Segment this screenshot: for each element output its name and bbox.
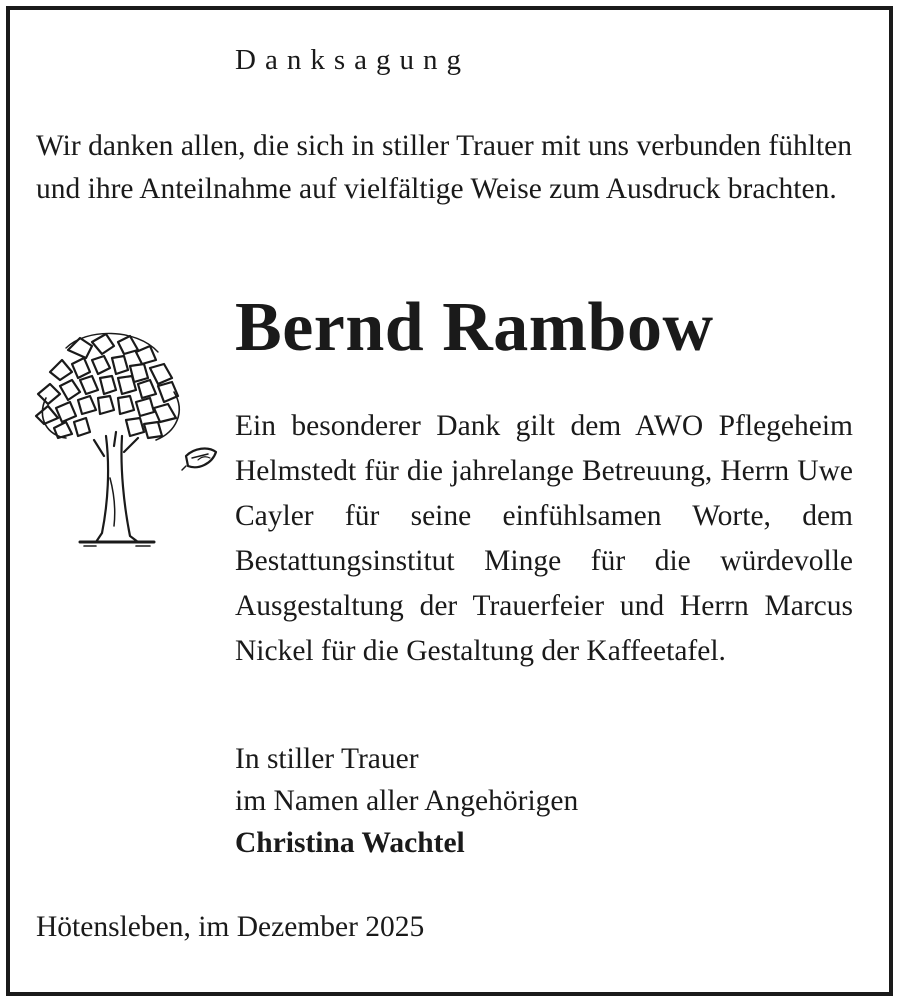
signatory-name: Christina Wachtel [235, 827, 465, 859]
notice-heading: Danksagung [235, 44, 470, 76]
signoff-line-1: In stiller Trauer [235, 743, 419, 775]
thanks-paragraph: Ein besonderer Dank gilt dem AWO Pflegeheim Helmstedt für die jahrelange Betreuung, Herrn Uwe Cayler für seine einfühlsamen Worte, dem Bestattungsinstitut Minge für die würdevolle Ausgestaltung der Trauerfeier und Herrn Marcus Nickel für die Gestaltung der Kaffeetafel. [235, 410, 853, 667]
signoff-block [235, 738, 578, 864]
deceased-name: Bernd Rambow [235, 289, 714, 366]
place-date: Hötensleben, im Dezember 2025 [36, 911, 425, 943]
intro-paragraph: Wir danken allen, die sich in stiller Trauer mit uns verbunden fühlten und ihre Anteilnahme auf vielfältige Weise zum Ausdruck brachten. [36, 130, 852, 205]
tree-with-falling-leaf-icon [26, 328, 226, 552]
signoff-line-2: im Namen aller Angehörigen [235, 785, 579, 817]
